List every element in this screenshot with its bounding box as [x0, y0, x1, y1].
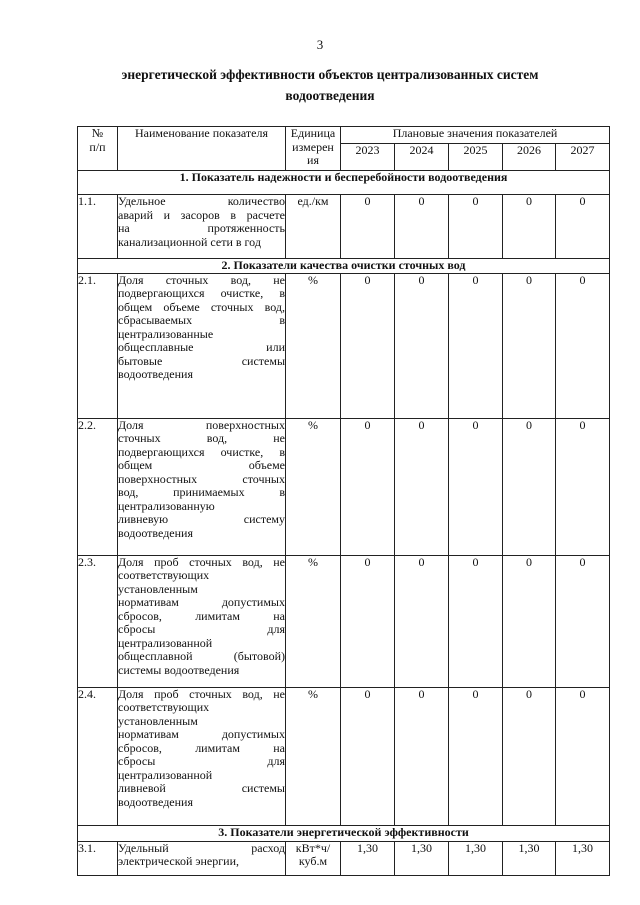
indicator-name-line: сбросов, лимитам на — [118, 608, 285, 623]
indicator-name-line: установленным — [118, 581, 198, 596]
indicator-name-line: на протяженность — [118, 221, 285, 235]
indicator-name-line: Удельный расход — [118, 840, 285, 855]
indicator-name-line: общем объеме — [118, 458, 285, 472]
header-row-1 — [78, 127, 610, 144]
table-row — [78, 841, 610, 875]
plan-value-2023: 1,30 — [341, 841, 395, 875]
plan-value-2023: 0 — [341, 273, 395, 418]
plan-value-2024: 1,30 — [395, 841, 449, 875]
indicator-name-line: общесплавной (бытовой) — [118, 649, 285, 663]
unit-of-measure: % — [286, 273, 341, 418]
indicator-name-line: ливневой системы — [118, 781, 285, 795]
indicator-name-line: подвергающихся очистке, в — [118, 444, 285, 459]
plan-value-2026: 0 — [503, 555, 556, 687]
section-title: 1. Показатель надежности и бесперебойности водоотведения — [78, 171, 610, 195]
indicator-name-line: централизованной — [118, 767, 213, 782]
plan-value-2024: 0 — [395, 687, 449, 825]
table-row — [78, 555, 610, 687]
row-number: 3.1. — [78, 841, 118, 875]
indicator-name-line: сбросы для — [118, 754, 285, 768]
indicator-name-line: бытовые системы — [118, 353, 285, 368]
indicator-name — [118, 418, 286, 555]
header-unit-line-1: Единица — [290, 126, 336, 140]
section-row — [78, 825, 610, 841]
header-num-line-1: № — [91, 126, 104, 140]
plan-value-2024: 0 — [395, 273, 449, 418]
header-year: 2025 — [449, 144, 503, 171]
header-plan-values: Плановые значения показателей — [341, 127, 610, 144]
row-number: 2.2. — [78, 418, 118, 555]
indicator-name-line: системы водоотведения — [118, 662, 240, 677]
indicator-name-line: нормативам допустимых — [118, 595, 285, 609]
indicator-name-line: Доля проб сточных вод, не — [118, 554, 285, 569]
document-title-line-1: энергетической эффективности объектов централизованных систем — [121, 67, 539, 82]
header-num-line-2: п/п — [89, 139, 106, 154]
row-number: 2.3. — [78, 555, 118, 687]
plan-value-2027: 0 — [556, 687, 610, 825]
section-row — [78, 171, 610, 195]
header-unit — [286, 127, 341, 171]
plan-value-2026: 0 — [503, 273, 556, 418]
indicator-name — [118, 841, 286, 875]
plan-value-2026: 1,30 — [503, 841, 556, 875]
plan-value-2025: 0 — [449, 418, 503, 555]
indicator-name-line: соответствующих — [118, 568, 210, 582]
indicator-name-line: Доля сточных вод, не — [118, 272, 285, 287]
indicator-name-line: централизованной — [118, 635, 213, 650]
header-year: 2023 — [341, 144, 395, 171]
table-row — [78, 273, 610, 418]
header-year: 2024 — [395, 144, 449, 171]
indicator-name-line: электрической энергии, — [118, 854, 240, 868]
indicator-name — [118, 273, 286, 418]
indicator-name-line: нормативам допустимых — [118, 727, 285, 741]
table-row — [78, 687, 610, 825]
table-row — [78, 195, 610, 259]
indicator-name-line: подвергающихся очистке, в — [118, 286, 285, 300]
plan-value-2024: 0 — [395, 195, 449, 259]
indicator-name-line: общесплавные или — [118, 340, 285, 354]
indicator-name — [118, 195, 286, 259]
header-num — [78, 127, 118, 171]
document-title-line-2: водоотведения — [285, 88, 375, 103]
plan-value-2025: 0 — [449, 273, 503, 418]
indicator-name-line: общем объеме сточных вод, — [118, 299, 285, 314]
plan-value-2027: 1,30 — [556, 841, 610, 875]
indicator-name-line: канализационной сети в год — [118, 234, 261, 249]
plan-value-2024: 0 — [395, 418, 449, 555]
header-unit-line-3: ия — [307, 153, 319, 167]
indicator-name-line: ливневую систему — [118, 512, 285, 526]
header-year: 2027 — [556, 144, 610, 171]
plan-value-2027: 0 — [556, 273, 610, 418]
indicator-name-line: соответствующих — [118, 700, 210, 714]
indicator-name-line: сбросы для — [118, 622, 285, 636]
plan-value-2025: 0 — [449, 195, 503, 259]
indicator-name-line: сбрасываемых в — [118, 313, 285, 327]
section-title: 3. Показатели энергетической эффективности — [78, 825, 610, 841]
unit-line: кВт*ч/ — [295, 840, 331, 855]
section-title: 2. Показатели качества очистки сточных вод — [78, 259, 610, 274]
plan-value-2027: 0 — [556, 418, 610, 555]
page-number: 3 — [316, 37, 324, 52]
document-title — [80, 64, 580, 106]
indicator-name-line: централизованную — [118, 498, 215, 513]
indicator-name — [118, 687, 286, 825]
unit-line: куб.м — [298, 854, 328, 868]
unit-of-measure: ед./км — [286, 195, 341, 259]
plan-value-2025: 0 — [449, 555, 503, 687]
plan-value-2026: 0 — [503, 418, 556, 555]
unit-of-measure — [286, 841, 341, 875]
plan-value-2024: 0 — [395, 555, 449, 687]
indicator-name-line: сточных вод, не — [118, 431, 285, 445]
plan-value-2026: 0 — [503, 195, 556, 259]
unit-of-measure: % — [286, 555, 341, 687]
plan-value-2026: 0 — [503, 687, 556, 825]
unit-of-measure: % — [286, 418, 341, 555]
indicator-name-line: Удельное количество — [118, 194, 285, 208]
table-row — [78, 418, 610, 555]
indicator-name — [118, 555, 286, 687]
indicator-name-line: Доля поверхностных — [118, 417, 285, 432]
indicator-name-line: централизованные — [118, 326, 214, 341]
indicator-name-line: аварий и засоров в расчете — [118, 207, 285, 222]
plan-value-2023: 0 — [341, 687, 395, 825]
header-unit-line-2: измерен — [292, 139, 334, 154]
plan-value-2027: 0 — [556, 555, 610, 687]
plan-value-2023: 0 — [341, 555, 395, 687]
row-number: 2.1. — [78, 273, 118, 418]
row-number: 2.4. — [78, 687, 118, 825]
unit-of-measure: % — [286, 687, 341, 825]
plan-value-2023: 0 — [341, 418, 395, 555]
indicator-name-line: Доля проб сточных вод, не — [118, 686, 285, 701]
indicator-name-line: вод, принимаемых в — [118, 485, 285, 499]
plan-value-2027: 0 — [556, 195, 610, 259]
header-name: Наименование показателя — [118, 127, 286, 171]
header-year: 2026 — [503, 144, 556, 171]
section-row — [78, 259, 610, 274]
indicator-name-line: поверхностных сточных — [118, 471, 285, 486]
plan-value-2023: 0 — [341, 195, 395, 259]
indicators-table — [77, 126, 610, 876]
indicator-name-line: установленным — [118, 713, 198, 728]
indicator-name-line: водоотведения — [118, 794, 193, 809]
plan-value-2025: 0 — [449, 687, 503, 825]
indicator-name-line: водоотведения — [118, 367, 193, 381]
plan-value-2025: 1,30 — [449, 841, 503, 875]
row-number: 1.1. — [78, 195, 118, 259]
indicator-name-line: водоотведения — [118, 525, 193, 540]
indicator-name-line: сбросов, лимитам на — [118, 740, 285, 755]
